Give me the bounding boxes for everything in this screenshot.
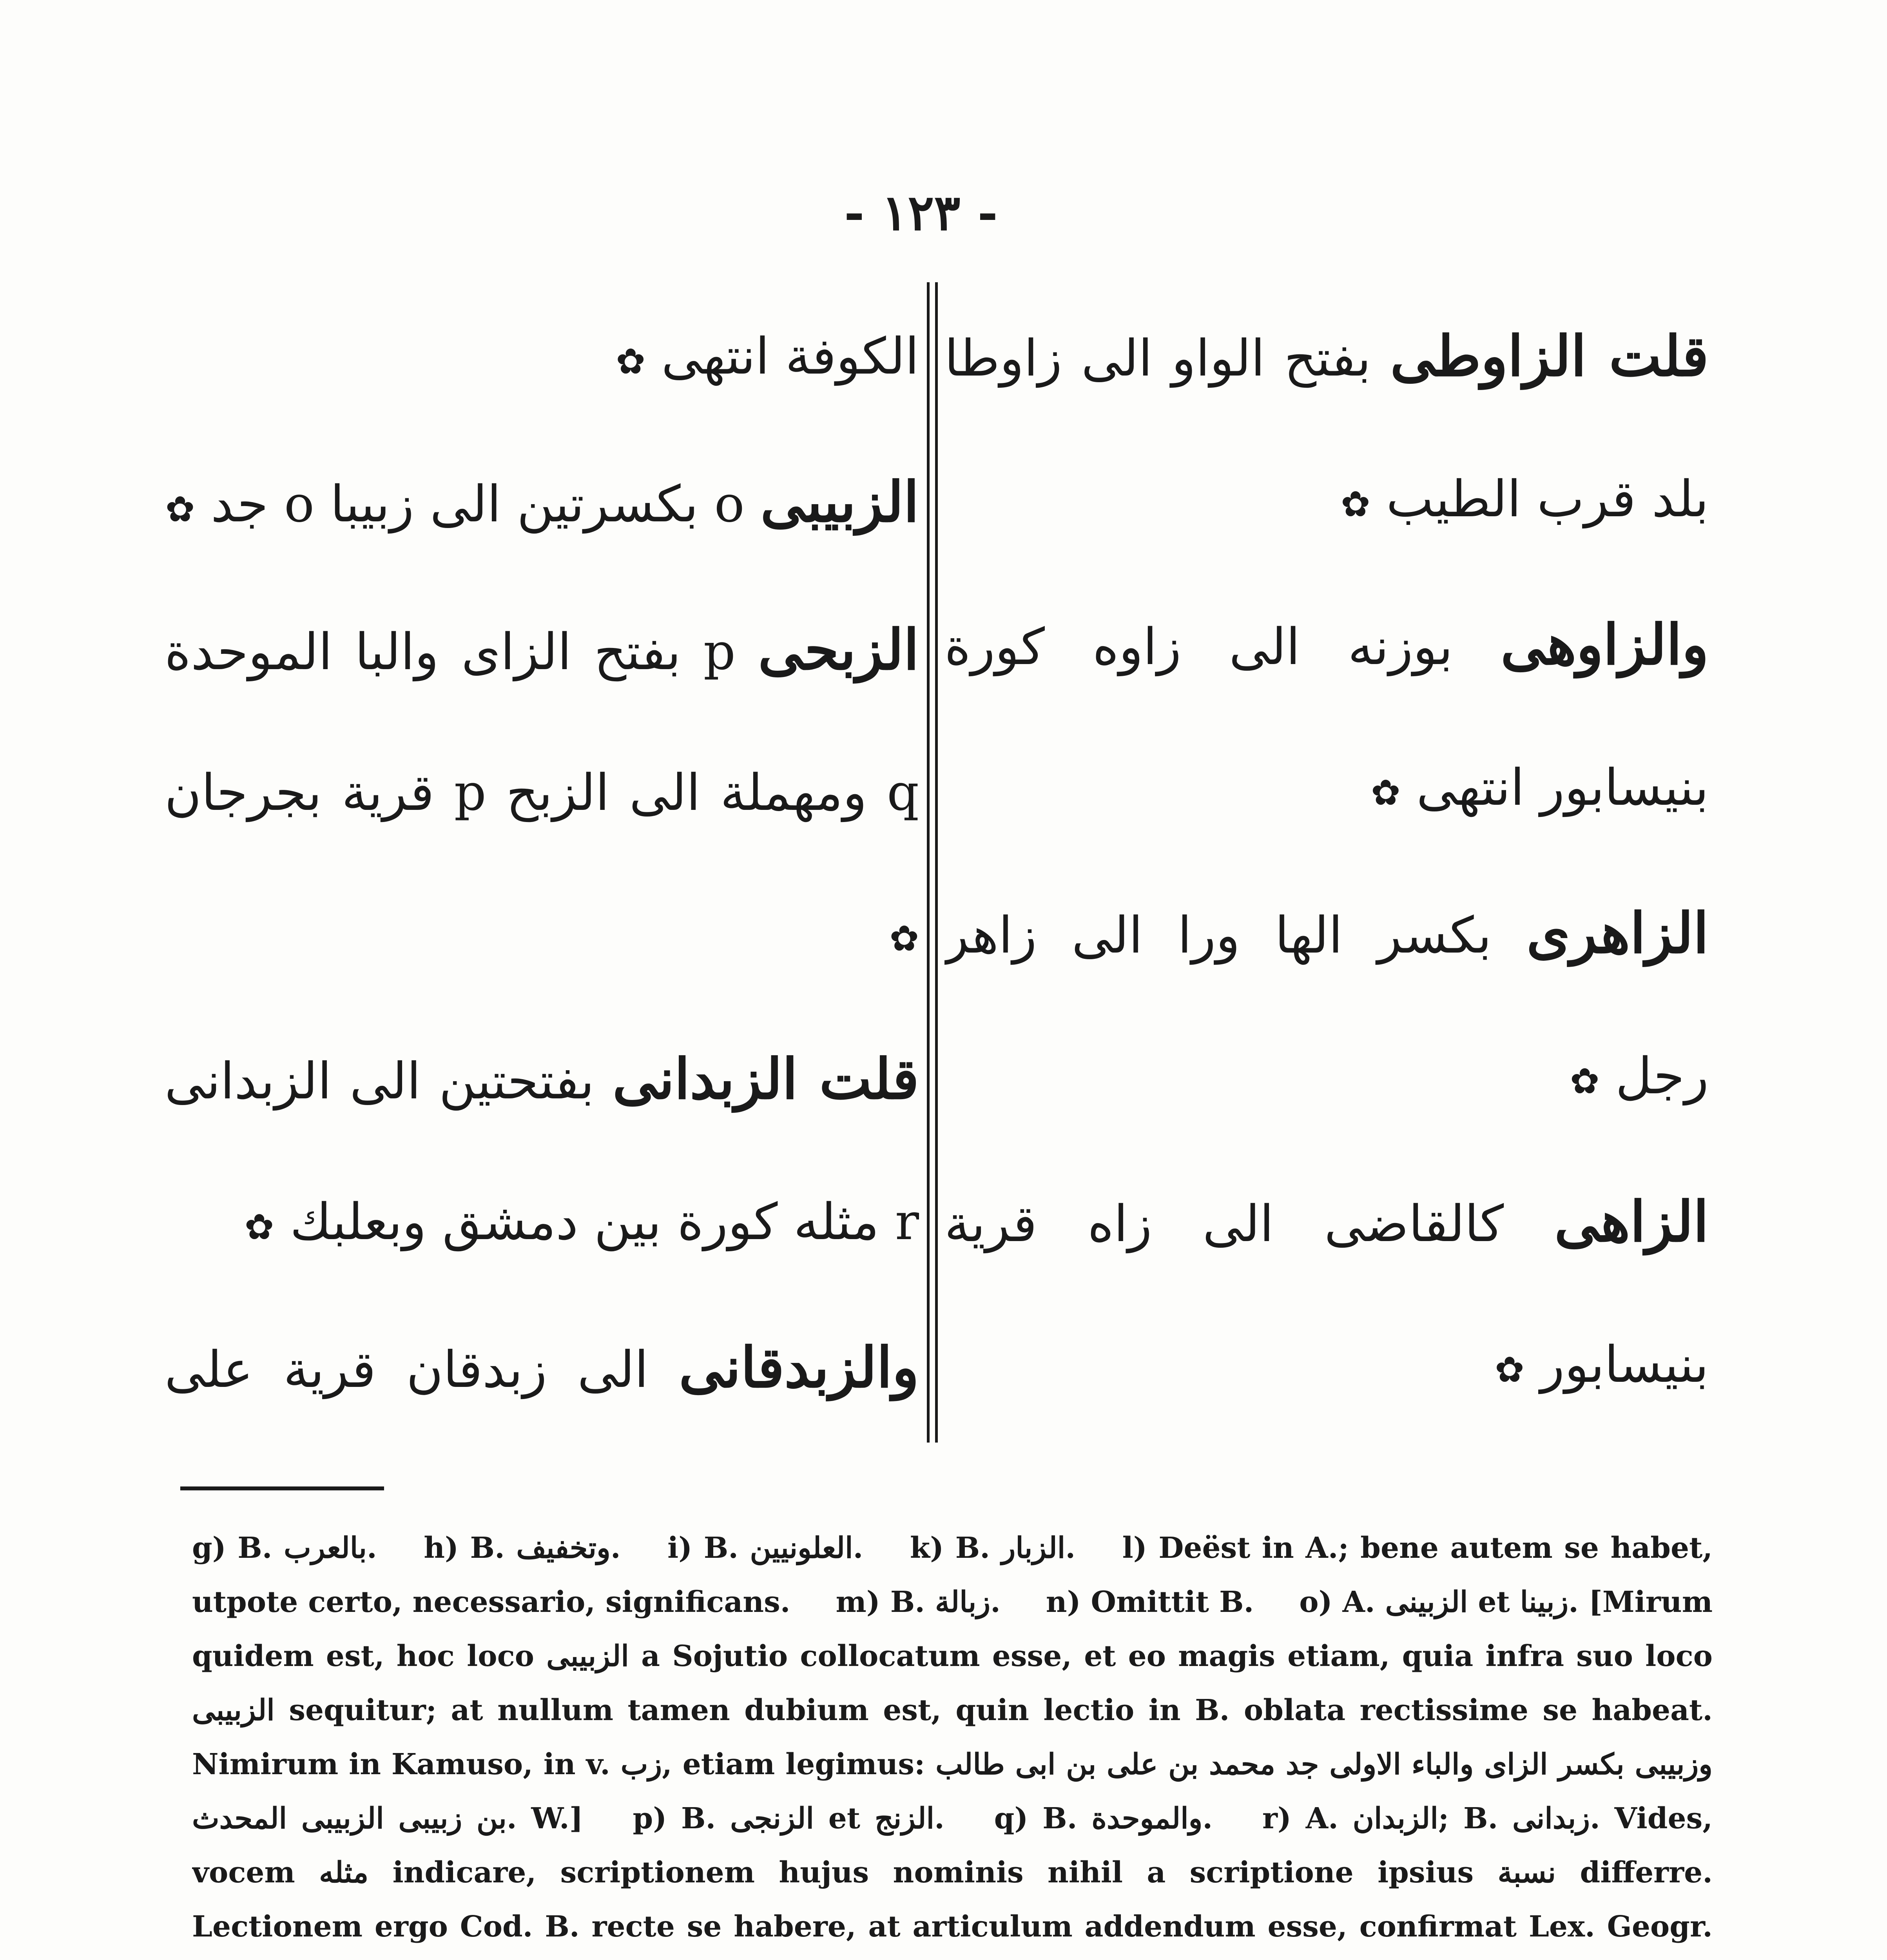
entry: [944, 1440, 1709, 1443]
entry-headword: والزاوهى: [1501, 612, 1709, 677]
entry-headword: والزبدقانى: [679, 1335, 919, 1400]
footnote: i) B. العلونيين.: [667, 1531, 863, 1565]
entry-headword: الزاهرى: [1526, 901, 1709, 966]
entry-end-mark: ✿: [1371, 772, 1401, 813]
entry: [944, 286, 1709, 575]
entry-end-mark: ✿: [1341, 484, 1370, 525]
footnote: p) B. الزنجى et الزنج.: [633, 1802, 944, 1835]
column-divider: [927, 282, 938, 1443]
entry-headword: الزاهى: [1554, 1189, 1709, 1254]
entry: [944, 1152, 1709, 1440]
entry: [165, 1298, 919, 1443]
entry-text: بوزنه الى زاوه كورة بنيسابور انتهى: [944, 618, 1709, 817]
footnote: q) B. والموحدة.: [994, 1802, 1213, 1835]
entry-headword: الزبحى: [758, 617, 919, 682]
footnote: r) A. الزبدان; B. زبدانى. Vides, vocem مثله indicare, scriptionem hujus nominis nihil a scriptione ipsius نسبة differre. Lectionem ergo Cod. B. recte se habere, at articulum addendum esse, confirmat Lex. Geogr.: [192, 1802, 1713, 1944]
entry: [165, 580, 919, 1009]
entry-text: بفتحتين الى الزبدانى r مثله كورة بين دمشق وبعلبك: [165, 1052, 919, 1251]
entry-end-mark: ✿: [1495, 1349, 1524, 1390]
entry: [944, 575, 1709, 863]
entry: [165, 286, 919, 432]
footnotes: [192, 1521, 1713, 1960]
entry: [165, 1009, 919, 1298]
entry-text: الى زبدقان قرية على: [165, 1341, 649, 1399]
footnote: l) Deëst in A.; bene autem se habet, utpote certo, necessario, significans.: [192, 1531, 1713, 1619]
right-text-column: [944, 286, 1709, 1443]
footnote: g) B. بالعرب.: [192, 1531, 377, 1565]
footnote: m) B. زبالة.: [836, 1585, 1001, 1619]
entry-end-mark: ✿: [889, 918, 919, 959]
entry-text: الكوفة انتهى: [661, 327, 919, 386]
entry-end-mark: ✿: [244, 1207, 274, 1248]
entry-end-mark: ✿: [616, 341, 645, 382]
entry-text: بكسر الها ورا الى زاهر رجل: [944, 906, 1709, 1105]
entry-text: بفتح الواو الى زاوطا بلد قرب الطيب: [944, 329, 1709, 528]
entry-text: كالقاضى الى زاه قرية بنيسابور: [944, 1195, 1709, 1394]
entry-text: p بفتح الزاى والبا الموحدة q ومهملة الى الزبح p قرية بجرجان: [165, 623, 919, 822]
entry-text: o بكسرتين الى زبيبا o جد: [211, 475, 745, 534]
left-text-column: [165, 286, 919, 1443]
footnote-rule: [180, 1486, 384, 1490]
entry-end-mark: ✿: [165, 489, 195, 530]
footnote: k) B. الزبار.: [910, 1531, 1076, 1565]
entry: [165, 432, 919, 580]
footnote: h) B. وتخفيف.: [424, 1531, 621, 1565]
entry-headword: الزبيبى: [760, 470, 919, 535]
footnote: n) Omittit B.: [1046, 1585, 1254, 1619]
entry-headword: قلت الزبدانى: [612, 1047, 919, 1112]
entry-headword: قلت الزاوطى: [1390, 324, 1709, 389]
page-number: - ١٢٣ -: [844, 184, 998, 241]
footnote: o) A. الزبينى et زبينا. [Mirum quidem est, hoc loco الزبيبى a Sojutio collocatum esse, et eo magis etiam, quia infra suo loco الزبيبى sequitur; at nullum tamen dubium est, quin lectio in B. oblata rectissime se habeat. Nimirum in Kamuso, in v. زب, etiam legimus: وزبيبى بكسر الزاى والباء الاولى جد محمد بن على بن ابى طالب بن زبيبى الزبيبى المحدث. W.]: [192, 1585, 1713, 1835]
entry-end-mark: ✿: [1570, 1061, 1600, 1102]
entry: [944, 863, 1709, 1152]
